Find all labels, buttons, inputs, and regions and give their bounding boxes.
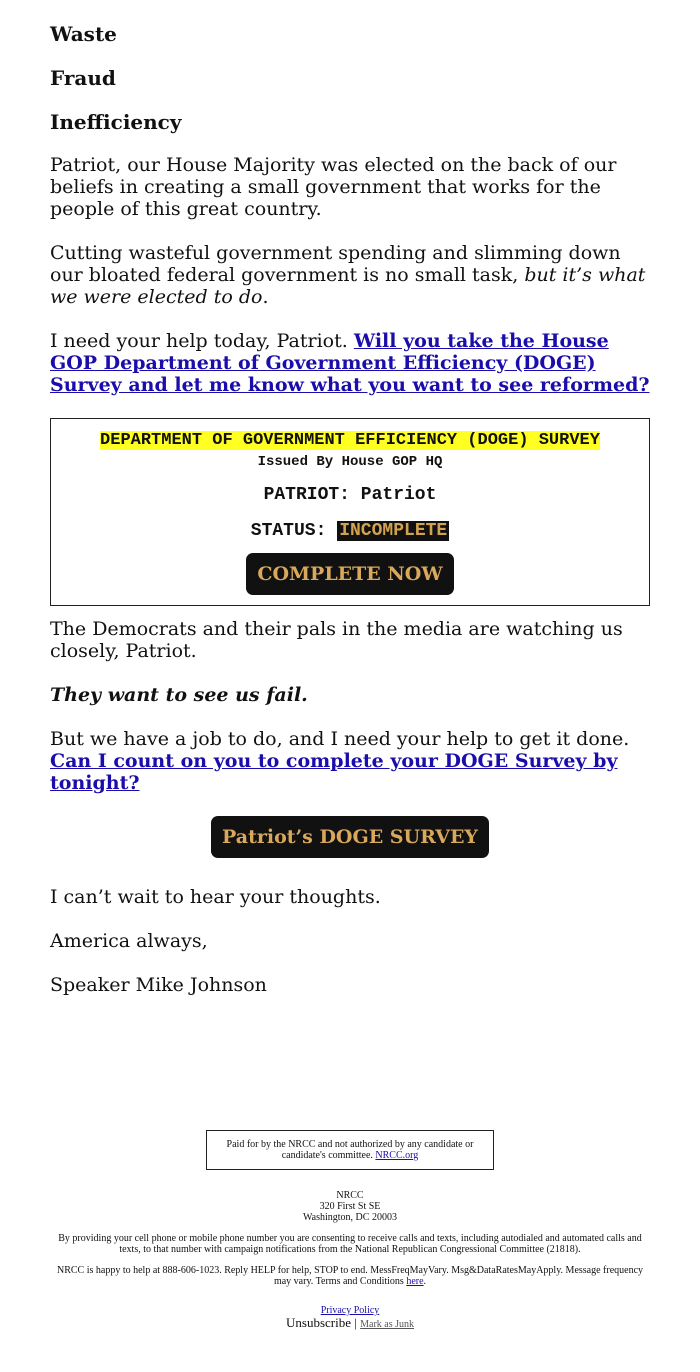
mark-as-junk-link[interactable]: Mark as Junk: [360, 1319, 414, 1330]
heading-inefficiency: Inefficiency: [50, 110, 182, 134]
help-text: NRCC is happy to help at 888-606-1023. Reply HELP for help, STOP to end. MessFreqMayVary. Msg&DataRatesMayApply. Message frequency may vary. Terms and Conditions here.: [56, 1265, 644, 1287]
survey-title: [59, 429, 641, 453]
take-survey-link[interactable]: Will you take the House GOP Department of Government Efficiency (DOGE) Survey and let me know what you want to see reformed?: [50, 330, 650, 396]
paragraph-help-text: I need your help today, Patriot.: [50, 330, 354, 352]
survey-issued: Issued By House GOP HQ: [257, 454, 443, 470]
heading-waste: Waste: [50, 22, 117, 46]
paid-for-text: Paid for by the NRCC and not authorized by any candidate or candidate's committee.: [226, 1139, 474, 1161]
doge-survey-button[interactable]: Patriot’s DOGE SURVEY: [211, 816, 489, 858]
patriot-label: PATRIOT:: [263, 485, 350, 505]
unsubscribe-link[interactable]: Unsubscribe: [286, 1315, 351, 1330]
email-body: [50, 22, 650, 1018]
paragraph-majority: Patriot, our House Majority was elected on the back of our beliefs in creating a small government that works for the people of this great country.: [50, 154, 617, 220]
paid-for-box: [206, 1130, 494, 1170]
count-on-you-link[interactable]: Can I count on you to complete your DOGE Survey by tonight?: [50, 750, 618, 794]
survey-status-row: [59, 521, 641, 541]
complete-now-button[interactable]: COMPLETE NOW: [246, 553, 453, 595]
address-block: [50, 1190, 650, 1223]
address-street: 320 First St SE: [319, 1201, 381, 1212]
paragraph-job: [50, 728, 650, 794]
signature: Speaker Mike Johnson: [50, 974, 267, 996]
unsubscribe-row: [50, 1316, 650, 1332]
separator: |: [354, 1315, 357, 1330]
nrcc-link[interactable]: NRCC.org: [375, 1150, 419, 1161]
paragraph-fail: [50, 684, 650, 706]
help-text-body: NRCC is happy to help at 888-606-1023. Reply HELP for help, STOP to end. MessFreqMayVary. Msg&DataRatesMayApply. Message frequency may vary. Terms and Conditions: [56, 1265, 644, 1287]
address-city: Washington, DC 20003: [303, 1212, 397, 1223]
status-label: STATUS:: [250, 521, 327, 541]
paragraph-cutting: [50, 242, 650, 308]
status-badge: INCOMPLETE: [339, 521, 448, 541]
terms-link[interactable]: here: [406, 1276, 424, 1287]
paragraph-help: [50, 330, 650, 396]
paragraph-cutting-emphasis: but it’s what we were elected to do: [50, 264, 646, 308]
survey-title-text: DEPARTMENT OF GOVERNMENT EFFICIENCY (DOGE) SURVEY: [100, 431, 600, 450]
privacy-policy-link[interactable]: Privacy Policy: [320, 1305, 380, 1316]
paragraph-cutting-end: .: [262, 286, 269, 308]
heading-fraud: Fraud: [50, 66, 116, 90]
paragraph-cutting-text: Cutting wasteful government spending and slimming down our bloated federal government is no small task,: [50, 242, 621, 286]
survey-patriot-row: [59, 485, 641, 505]
paragraph-fail-text: They want to see us fail.: [50, 684, 308, 706]
survey-card: [50, 418, 650, 606]
patriot-value: Patriot: [360, 485, 437, 505]
consent-text: By providing your cell phone or mobile phone number you are consenting to receive calls and texts, including autodialed and automated calls and texts, to that number with campaign notifications from the National Republican Congressional Committee (21818).: [58, 1233, 642, 1255]
paragraph-democrats: The Democrats and their pals in the media are watching us closely, Patriot.: [50, 618, 623, 662]
closing-america: America always,: [50, 930, 208, 952]
survey-button-container: [50, 816, 650, 858]
address-org: NRCC: [336, 1190, 364, 1201]
footer: [50, 1130, 650, 1332]
closing-thoughts: I can’t wait to hear your thoughts.: [50, 886, 381, 908]
paragraph-job-text: But we have a job to do, and I need your help to get it done.: [50, 728, 630, 750]
